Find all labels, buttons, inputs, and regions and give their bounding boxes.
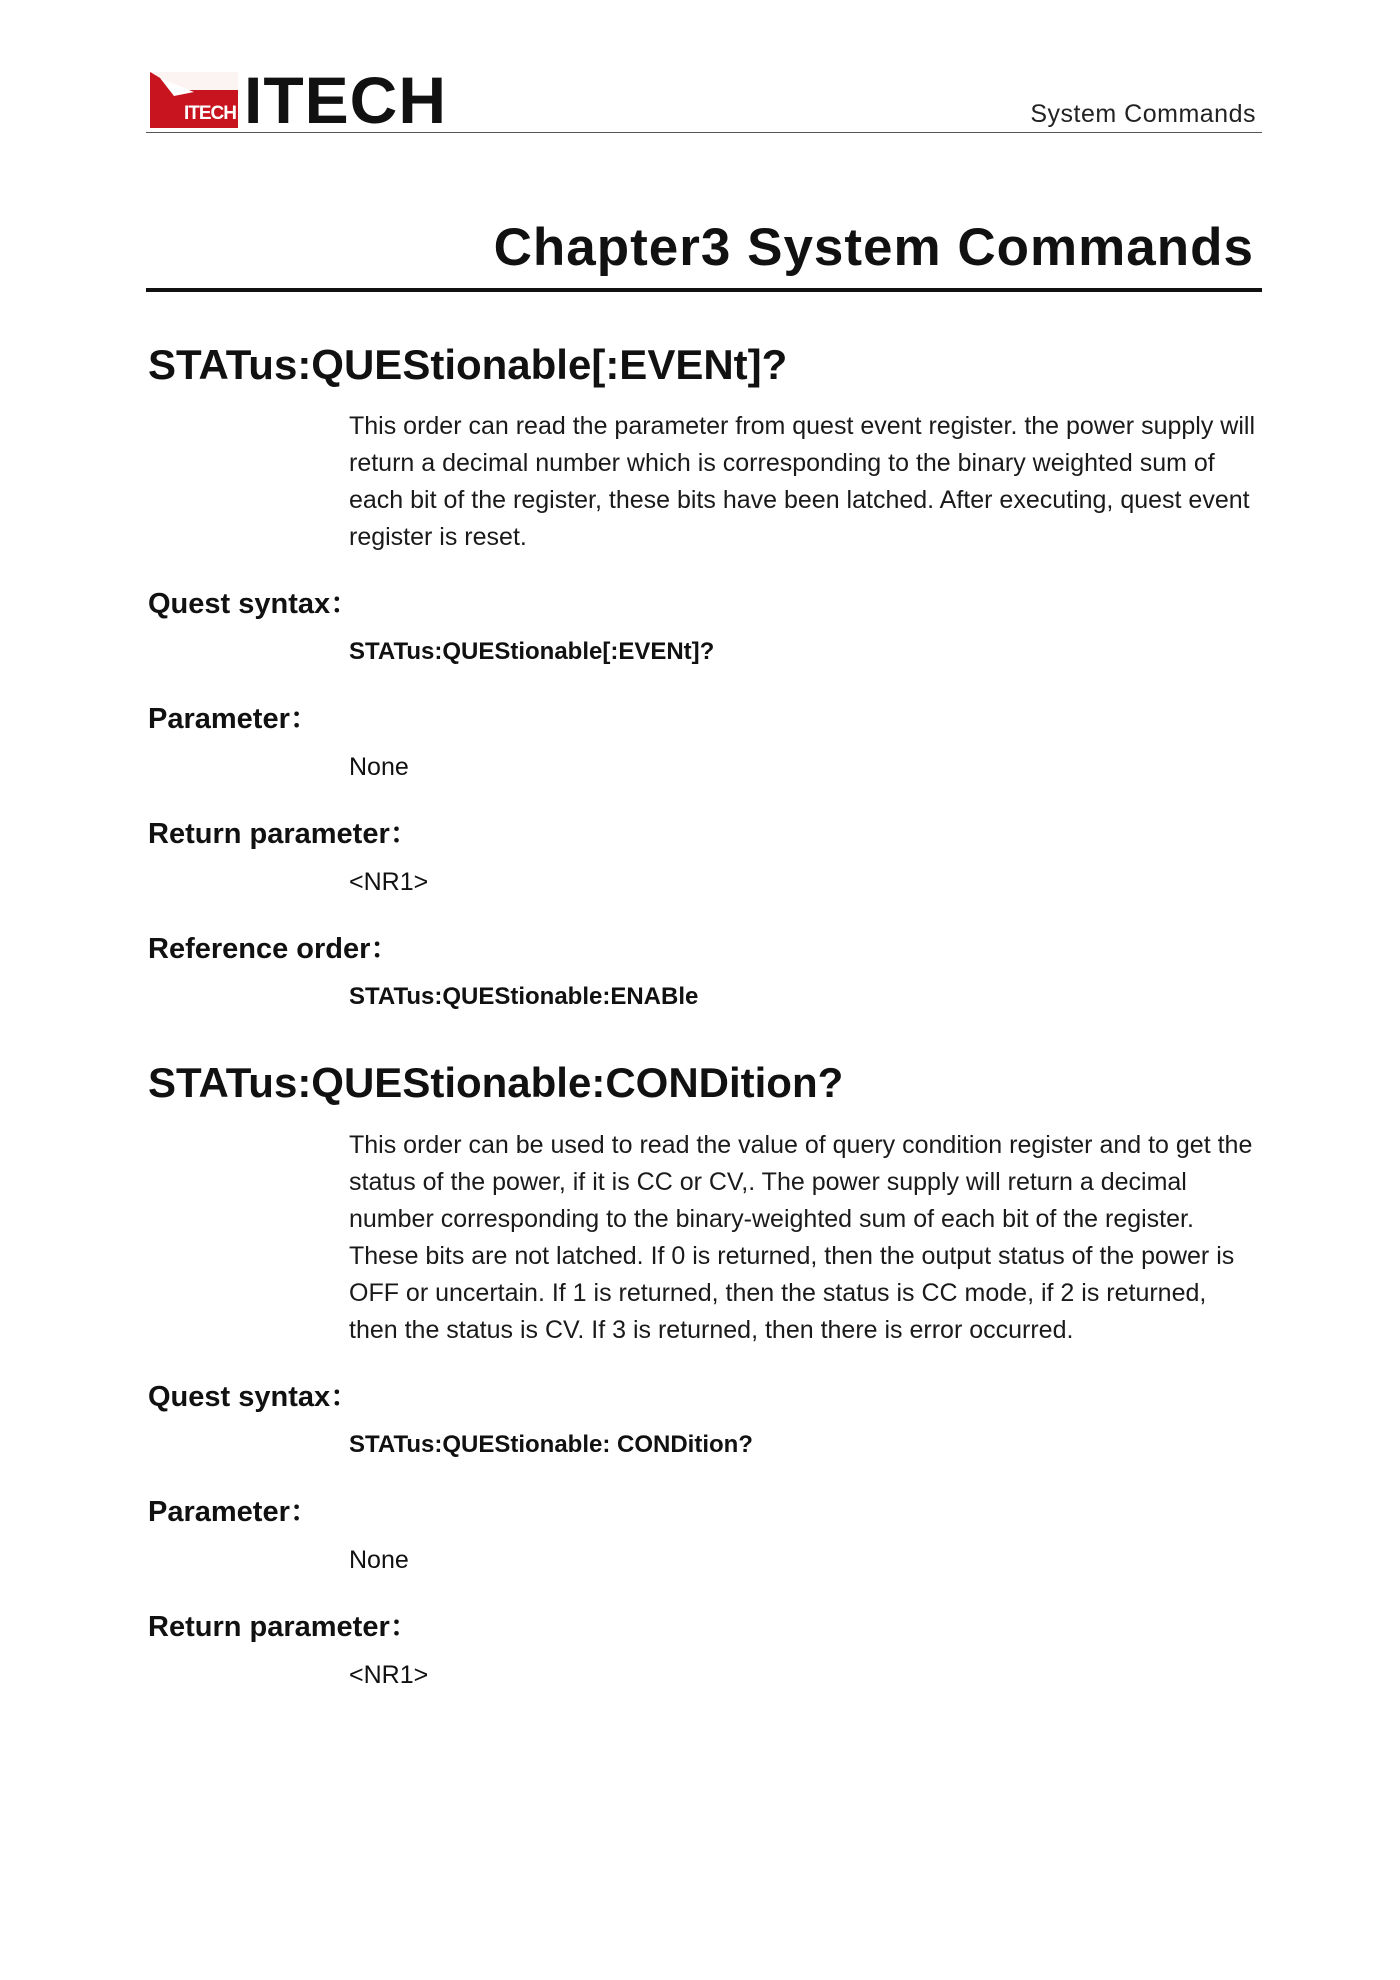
parameter-value: None (349, 1545, 409, 1574)
chapter-title: Chapter3 System Commands (493, 218, 1254, 277)
return-parameter-label: Return parameter： (148, 818, 419, 851)
parameter-value: None (349, 753, 409, 782)
parameter-label: Parameter： (148, 703, 319, 736)
command-section-2 (148, 1058, 1260, 1691)
itech-logo-mark (150, 70, 238, 130)
quest-syntax-label: Quest syntax： (148, 1380, 360, 1413)
command-section-1 (148, 340, 1260, 1014)
parameter-label: Parameter： (148, 1495, 319, 1528)
quest-syntax-value: STATus:QUEStionable: CONDition? (349, 1430, 753, 1458)
reference-order-label: Reference order： (148, 933, 400, 966)
chapter-heading (146, 214, 1262, 292)
return-parameter-value: <NR1> (349, 1660, 429, 1689)
command-heading: STATus:QUEStionable[:EVENt]? (148, 341, 788, 388)
command-description: This order can be used to read the value of query condition register and to get the status of the power, if it is CC or CV,. The power supply will return a decimal number corresponding to the binary-weighted sum of each bit of the register. These bits are not latched. If 0 is returned, then the output status of the power is OFF or uncertain. If 1 is returned, then the status is CC mode, if 2 is returned, then the status is CV. If 3 is returned, then there is error occurred. (349, 1130, 1253, 1344)
return-parameter-label: Return parameter： (148, 1610, 419, 1643)
reference-order-value: STATus:QUEStionable:ENABle (349, 983, 699, 1011)
quest-syntax-value: STATus:QUEStionable[:EVENt]? (349, 638, 715, 666)
logo-wordmark: ITECH (244, 63, 447, 137)
quest-syntax-label: Quest syntax： (148, 588, 360, 621)
command-heading: STATus:QUEStionable:CONDition? (148, 1059, 844, 1107)
page-content (148, 340, 1260, 1724)
command-description: This order can read the parameter from quest event register. the power supply will return a decimal number which is corresponding to the binary weighted sum of each bit of the register, these bits have been latched. After executing, quest event register is reset. (349, 412, 1255, 552)
itech-logo (150, 63, 447, 137)
header-section-title: System Commands (1030, 100, 1256, 128)
logo-mark-text: ITECH (184, 103, 236, 124)
return-parameter-value: <NR1> (349, 868, 429, 897)
page-header (146, 63, 1262, 137)
